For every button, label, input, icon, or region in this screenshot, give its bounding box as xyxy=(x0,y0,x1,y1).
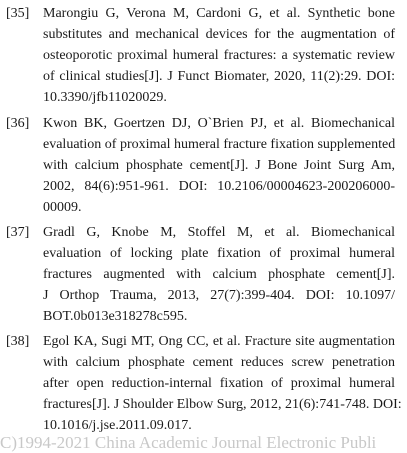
reference-number: [37] xyxy=(6,225,30,240)
reference-line: substitutes and mechanical devices for the augmentation of xyxy=(43,27,395,42)
reference-text xyxy=(43,331,402,436)
reference-line: osteoporotic proximal humeral fractures: a systematic review xyxy=(43,48,395,63)
reference-line: after open reduction-internal fixation of proximal humeral xyxy=(43,376,395,391)
reference-text xyxy=(43,222,395,327)
reference-number: [36] xyxy=(6,116,30,131)
reference-line: Gradl G, Knobe M, Stoffel M, et al. Biomechanical xyxy=(43,225,395,240)
reference-number: [35] xyxy=(6,6,30,21)
reference-line: Egol KA, Sugi MT, Ong CC, et al. Fracture site augmentation xyxy=(43,334,395,349)
reference-line: of clinical studies[J]. J Funct Biomater, 2020, 11(2):29. DOI: xyxy=(43,69,395,84)
reference-number: [38] xyxy=(6,334,30,349)
reference-line: evaluation of locking plate fixation of proximal humeral xyxy=(43,246,395,261)
reference-line: evaluation of proximal humeral fracture fixation supplemented xyxy=(43,137,396,152)
reference-line: 10.1016/j.jse.2011.09.017. xyxy=(43,418,192,433)
reference-line: 00009. xyxy=(43,200,82,215)
reference-line: fractures[J]. J Shoulder Elbow Surg, 2012, 21(6):741-748. DOI: xyxy=(43,397,402,412)
watermark: C)1994-2021 China Academic Journal Electronic Publi xyxy=(0,433,377,452)
reference-line: J Orthop Trauma, 2013, 27(7):399-404. DOI: 10.1097/ xyxy=(43,288,395,303)
reference-line: with calcium phosphate cement reduces screw penetration xyxy=(43,355,395,370)
reference-line: Kwon BK, Goertzen DJ, O`Brien PJ, et al. Biomechanical xyxy=(43,116,395,131)
reference-line: fractures augmented with calcium phosphate cement[J]. xyxy=(43,267,395,282)
reference-text xyxy=(43,3,395,108)
reference-line: 10.3390/jfb11020029. xyxy=(43,90,167,105)
reference-line: with calcium phosphate cement[J]. J Bone Joint Surg Am, xyxy=(43,158,395,173)
reference-line: 2002, 84(6):951-961. DOI: 10.2106/00004623-200206000- xyxy=(43,179,395,194)
reference-line: BOT.0b013e318278c595. xyxy=(43,309,188,324)
reference-line: Marongiu G, Verona M, Cardoni G, et al. Synthetic bone xyxy=(43,6,395,21)
reference-text xyxy=(43,113,395,218)
